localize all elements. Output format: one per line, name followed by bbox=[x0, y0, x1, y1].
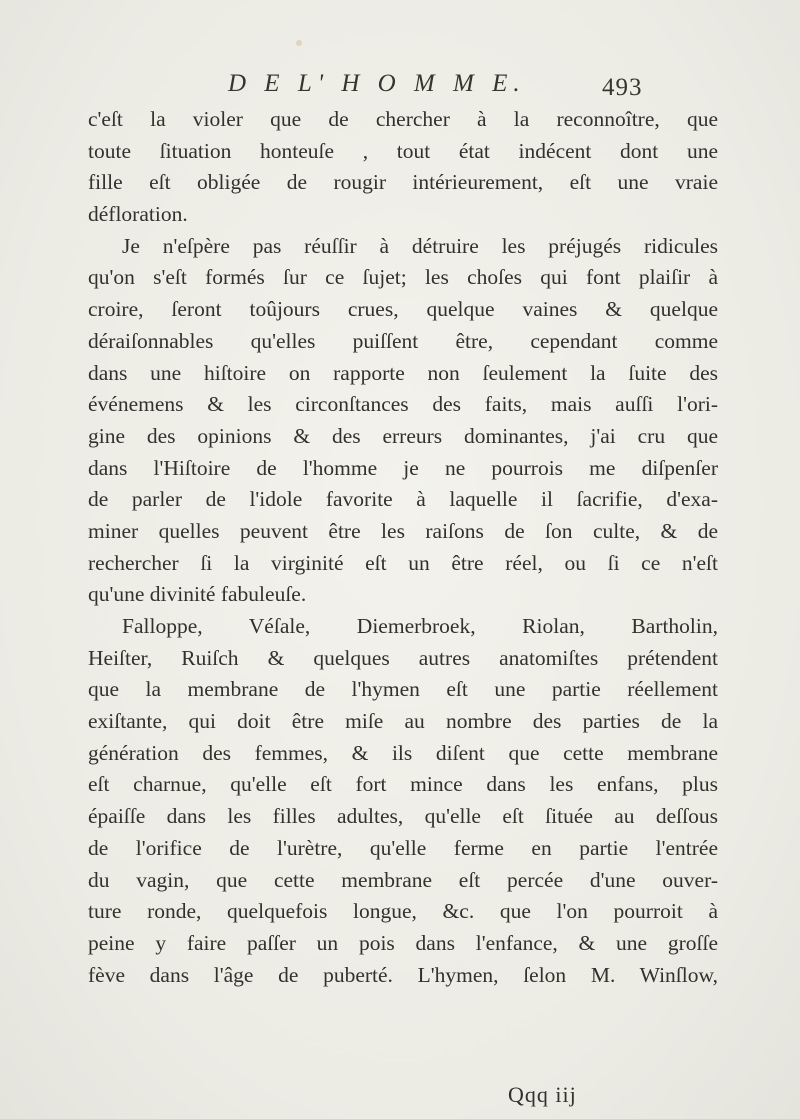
paragraph bbox=[88, 104, 718, 231]
text-line: croire, ſeront toûjours crues, quelque vaines & quelque bbox=[88, 297, 718, 322]
text-line: déraiſonnables qu'elles puiſſent être, cependant comme bbox=[88, 328, 718, 353]
text-line: défloration. bbox=[88, 202, 188, 227]
text-line: dans une hiſtoire on rapporte non ſeulement la ſuite des bbox=[88, 360, 718, 385]
body-text bbox=[88, 104, 718, 991]
text-line: qu'une divinité fabuleuſe. bbox=[88, 582, 307, 607]
text-line: qu'on s'eſt formés ſur ce ſujet; les choſes qui font plaiſir à bbox=[88, 265, 718, 290]
text-line: du vagin, que cette membrane eſt percée d'une ouver- bbox=[88, 867, 718, 892]
text-line: rechercher ſi la virginité eſt un être réel, ou ſi ce n'eſt bbox=[88, 550, 718, 575]
text-line: génération des femmes, & ils diſent que cette membrane bbox=[88, 740, 718, 765]
text-line: Je n'eſpère pas réuſſir à détruire les préjugés ridicules bbox=[122, 233, 718, 258]
paragraph bbox=[88, 611, 718, 991]
text-line: dans l'Hiſtoire de l'homme je ne pourrois me diſpenſer bbox=[88, 455, 718, 480]
text-line: de parler de l'idole favorite à laquelle il ſacrifie, d'exa- bbox=[88, 487, 718, 512]
text-line: événemens & les circonſtances des faits, mais auſſi l'ori- bbox=[88, 392, 718, 417]
text-line: gine des opinions & des erreurs dominantes, j'ai cru que bbox=[88, 423, 718, 448]
text-line: Falloppe, Véſale, Diemerbroek, Riolan, Bartholin, bbox=[122, 614, 718, 638]
text-line: c'eſt la violer que de chercher à la reconnoître, que bbox=[88, 107, 718, 131]
text-line: épaiſſe dans les filles adultes, qu'elle eſt ſituée au deſſous bbox=[88, 804, 718, 829]
text-line: peine y faire paſſer un pois dans l'enfance, & une groſſe bbox=[88, 930, 718, 955]
paragraph bbox=[88, 231, 718, 611]
text-line: Heiſter, Ruiſch & quelques autres anatomiſtes prétendent bbox=[88, 645, 718, 670]
text-line: eſt charnue, qu'elle eſt fort mince dans les enfans, plus bbox=[88, 772, 718, 797]
text-line: miner quelles peuvent être les raiſons de ſon culte, & de bbox=[88, 518, 718, 543]
text-line: ture ronde, quelquefois longue, &c. que l'on pourroit à bbox=[88, 899, 718, 924]
text-line: exiſtante, qui doit être miſe au nombre des parties de la bbox=[88, 709, 718, 734]
signature-mark: Qqq iij bbox=[508, 1082, 577, 1107]
page-number: 493 bbox=[602, 74, 643, 101]
text-line: fève dans l'âge de puberté. L'hymen, ſelon M. Winſlow, bbox=[88, 962, 718, 987]
text-line: de l'orifice de l'urètre, qu'elle ferme en partie l'entrée bbox=[88, 835, 718, 860]
paper-stain bbox=[296, 40, 302, 46]
text-line: toute ſituation honteuſe , tout état indécent dont une bbox=[88, 138, 718, 163]
running-title: D E L' H O M M E. bbox=[228, 70, 526, 97]
text-line: que la membrane de l'hymen eſt une partie réellement bbox=[88, 677, 718, 702]
text-line: fille eſt obligée de rougir intérieurement, eſt une vraie bbox=[88, 170, 718, 195]
